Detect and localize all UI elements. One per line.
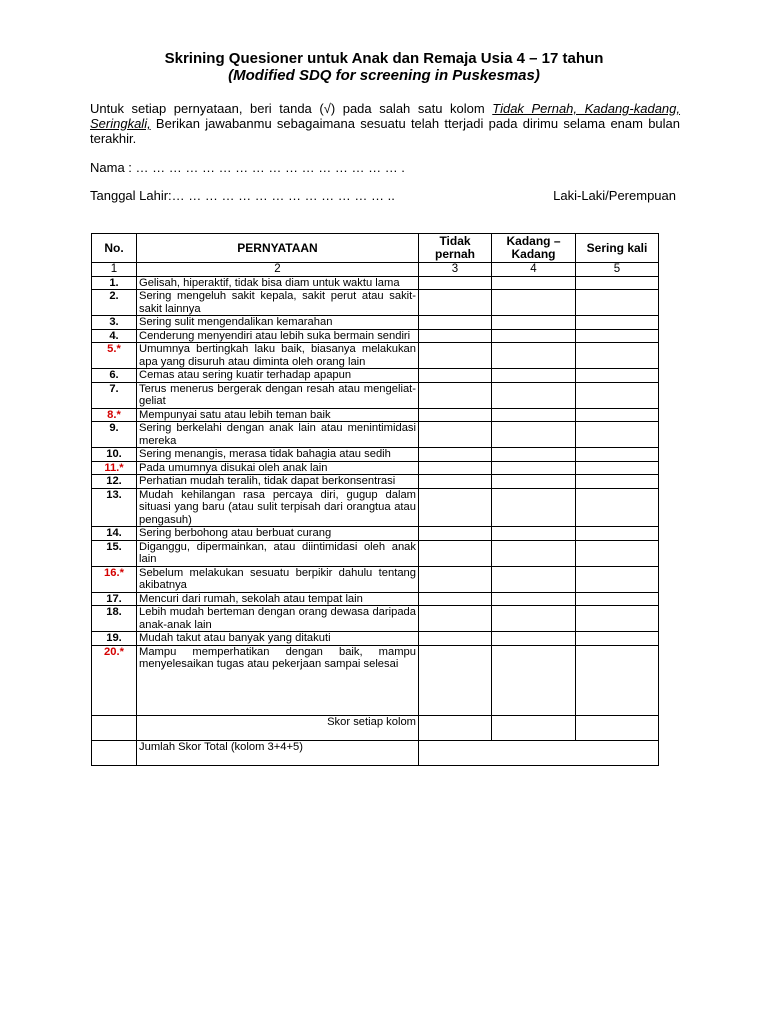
question-number: 11.*	[92, 461, 137, 475]
table-row	[92, 606, 659, 632]
question-statement: Mencuri dari rumah, sekolah atau tempat lain	[137, 592, 419, 606]
table-row	[92, 408, 659, 422]
answer-cell-kadang[interactable]	[492, 448, 576, 462]
total-row	[92, 740, 659, 765]
answer-cell-kadang[interactable]	[492, 632, 576, 646]
answer-cell-kadang[interactable]	[492, 369, 576, 383]
question-number: 3.	[92, 316, 137, 330]
answer-cell-sering[interactable]	[576, 276, 659, 290]
answer-cell-tidak-pernah[interactable]	[419, 475, 492, 489]
answer-cell-kadang[interactable]	[492, 475, 576, 489]
question-number: 19.	[92, 632, 137, 646]
score-cell-sering[interactable]	[576, 715, 659, 740]
table-row	[92, 276, 659, 290]
answer-cell-tidak-pernah[interactable]	[419, 606, 492, 632]
table-row	[92, 632, 659, 646]
answer-cell-sering[interactable]	[576, 592, 659, 606]
instructions-text-start: Untuk setiap pernyataan, beri tanda (√) pada salah satu kolom	[90, 101, 493, 116]
table-row	[92, 488, 659, 527]
answer-cell-kadang[interactable]	[492, 329, 576, 343]
answer-cell-tidak-pernah[interactable]	[419, 592, 492, 606]
document-subtitle: (Modified SDQ for screening in Puskesmas)	[228, 67, 540, 84]
table-row	[92, 461, 659, 475]
table-row	[92, 527, 659, 541]
table-row	[92, 290, 659, 316]
question-number: 5.*	[92, 343, 137, 369]
question-number: 16.*	[92, 566, 137, 592]
question-statement: Cemas atau sering kuatir terhadap apapun	[137, 369, 419, 383]
answer-cell-kadang[interactable]	[492, 606, 576, 632]
question-statement: Lebih mudah berteman dengan orang dewasa daripada anak-anak lain	[137, 606, 419, 632]
question-number: 15.	[92, 540, 137, 566]
total-label: Jumlah Skor Total (kolom 3+4+5)	[137, 740, 419, 765]
answer-cell-sering[interactable]	[576, 408, 659, 422]
answer-cell-kadang[interactable]	[492, 276, 576, 290]
answer-cell-tidak-pernah[interactable]	[419, 382, 492, 408]
answer-cell-tidak-pernah[interactable]	[419, 527, 492, 541]
answer-cell-tidak-pernah[interactable]	[419, 488, 492, 527]
table-row	[92, 382, 659, 408]
question-statement: Diganggu, dipermainkan, atau diintimidasi oleh anak lain	[137, 540, 419, 566]
question-statement: Mudah kehilangan rasa percaya diri, gugup dalam situasi yang baru (atau sulit terpisah dari orangtua atau pengasuh)	[137, 488, 419, 527]
question-statement: Mudah takut atau banyak yang ditakuti	[137, 632, 419, 646]
answer-cell-sering[interactable]	[576, 422, 659, 448]
answer-cell-tidak-pernah[interactable]	[419, 645, 492, 715]
question-statement: Mampu memperhatikan dengan baik, mampu menyelesaikan tugas atau pekerjaan sampai selesai	[137, 645, 419, 715]
answer-cell-sering[interactable]	[576, 488, 659, 527]
answer-cell-kadang[interactable]	[492, 408, 576, 422]
question-statement: Sering berbohong atau berbuat curang	[137, 527, 419, 541]
answer-cell-kadang[interactable]	[492, 422, 576, 448]
question-number: 7.	[92, 382, 137, 408]
table-row	[92, 592, 659, 606]
answer-cell-sering[interactable]	[576, 632, 659, 646]
questionnaire-table	[91, 233, 659, 766]
answer-cell-tidak-pernah[interactable]	[419, 422, 492, 448]
score-cell-tidak-pernah[interactable]	[419, 715, 492, 740]
instructions-options: Tidak Pernah, Kadang-kadang, Seringkali,	[90, 101, 681, 131]
column-number: 3	[419, 263, 492, 277]
birthdate-field: Tanggal Lahir:… … … … … … … … … … … … … ..	[90, 188, 395, 203]
answer-cell-kadang[interactable]	[492, 488, 576, 527]
question-statement: Sering sulit mengendalikan kemarahan	[137, 316, 419, 330]
question-statement: Perhatian mudah teralih, tidak dapat berkonsentrasi	[137, 475, 419, 489]
answer-cell-tidak-pernah[interactable]	[419, 276, 492, 290]
answer-cell-tidak-pernah[interactable]	[419, 540, 492, 566]
question-statement: Terus menerus bergerak dengan resah atau mengeliat-geliat	[137, 382, 419, 408]
score-blank-cell	[92, 715, 137, 740]
answer-cell-sering[interactable]	[576, 475, 659, 489]
gender-field: Laki-Laki/Perempuan	[553, 188, 676, 203]
answer-cell-sering[interactable]	[576, 527, 659, 541]
answer-cell-kadang[interactable]	[492, 290, 576, 316]
table-header-row	[92, 234, 659, 263]
answer-cell-kadang[interactable]	[492, 592, 576, 606]
answer-cell-tidak-pernah[interactable]	[419, 408, 492, 422]
answer-cell-sering[interactable]	[576, 329, 659, 343]
table-row	[92, 329, 659, 343]
question-number: 13.	[92, 488, 137, 527]
instructions	[90, 101, 680, 146]
answer-cell-tidak-pernah[interactable]	[419, 343, 492, 369]
question-statement: Umumnya bertingkah laku baik, biasanya melakukan apa yang disuruh atau diminta oleh orang lain	[137, 343, 419, 369]
header-sering: Sering kali	[576, 234, 659, 263]
header-pernyataan: PERNYATAAN	[137, 234, 419, 263]
name-field: Nama : … … … … … … … … … … … … … … … … .	[90, 160, 405, 175]
question-number: 9.	[92, 422, 137, 448]
header-tidak-pernah: Tidak pernah	[419, 234, 492, 263]
instructions-text-end: Berikan jawabanmu sebagaimana sesuatu telah tterjadi pada dirimu selama enam bulan terakhir.	[90, 116, 680, 146]
header-kadang: Kadang – Kadang	[492, 234, 576, 263]
answer-cell-tidak-pernah[interactable]	[419, 290, 492, 316]
column-number: 4	[492, 263, 576, 277]
answer-cell-sering[interactable]	[576, 343, 659, 369]
answer-cell-sering[interactable]	[576, 382, 659, 408]
question-statement: Cenderung menyendiri atau lebih suka bermain sendiri	[137, 329, 419, 343]
questions-body	[92, 276, 659, 715]
question-number: 12.	[92, 475, 137, 489]
table-row	[92, 343, 659, 369]
column-number: 2	[137, 263, 419, 277]
document-title: Skrining Quesioner untuk Anak dan Remaja Usia 4 – 17 tahun	[164, 50, 604, 67]
table-row	[92, 369, 659, 383]
answer-cell-kadang[interactable]	[492, 540, 576, 566]
question-statement: Mempunyai satu atau lebih teman baik	[137, 408, 419, 422]
question-statement: Sering mengeluh sakit kepala, sakit perut atau sakit-sakit lainnya	[137, 290, 419, 316]
question-number: 2.	[92, 290, 137, 316]
answer-cell-tidak-pernah[interactable]	[419, 369, 492, 383]
table-row	[92, 422, 659, 448]
answer-cell-kadang[interactable]	[492, 316, 576, 330]
question-statement: Gelisah, hiperaktif, tidak bisa diam untuk waktu lama	[137, 276, 419, 290]
answer-cell-tidak-pernah[interactable]	[419, 448, 492, 462]
score-cell-kadang[interactable]	[492, 715, 576, 740]
answer-cell-sering[interactable]	[576, 645, 659, 715]
question-statement: Sering berkelahi dengan anak lain atau menintimidasi mereka	[137, 422, 419, 448]
score-label: Skor setiap kolom	[137, 715, 419, 740]
answer-cell-kadang[interactable]	[492, 645, 576, 715]
header-no: No.	[92, 234, 137, 263]
question-number: 6.	[92, 369, 137, 383]
answer-cell-tidak-pernah[interactable]	[419, 461, 492, 475]
answer-cell-kadang[interactable]	[492, 382, 576, 408]
column-number-row	[92, 263, 659, 277]
question-number: 18.	[92, 606, 137, 632]
table-row	[92, 566, 659, 592]
total-blank-cell	[92, 740, 137, 765]
column-number: 5	[576, 263, 659, 277]
question-statement: Sering menangis, merasa tidak bahagia atau sedih	[137, 448, 419, 462]
question-statement: Pada umumnya disukai oleh anak lain	[137, 461, 419, 475]
answer-cell-tidak-pernah[interactable]	[419, 566, 492, 592]
answer-cell-kadang[interactable]	[492, 461, 576, 475]
column-number: 1	[92, 263, 137, 277]
question-number: 20.*	[92, 645, 137, 715]
answer-cell-kadang[interactable]	[492, 566, 576, 592]
answer-cell-sering[interactable]	[576, 540, 659, 566]
table-row	[92, 316, 659, 330]
answer-cell-sering[interactable]	[576, 290, 659, 316]
total-score-cell[interactable]	[419, 740, 659, 765]
answer-cell-sering[interactable]	[576, 566, 659, 592]
answer-cell-sering[interactable]	[576, 448, 659, 462]
table-row	[92, 540, 659, 566]
answer-cell-tidak-pernah[interactable]	[419, 316, 492, 330]
table-row	[92, 448, 659, 462]
answer-cell-tidak-pernah[interactable]	[419, 329, 492, 343]
question-number: 1.	[92, 276, 137, 290]
answer-cell-sering[interactable]	[576, 369, 659, 383]
question-number: 14.	[92, 527, 137, 541]
answer-cell-sering[interactable]	[576, 606, 659, 632]
table-row	[92, 475, 659, 489]
table-row	[92, 645, 659, 715]
question-number: 8.*	[92, 408, 137, 422]
score-row	[92, 715, 659, 740]
question-statement: Sebelum melakukan sesuatu berpikir dahulu tentang akibatnya	[137, 566, 419, 592]
answer-cell-sering[interactable]	[576, 461, 659, 475]
answer-cell-tidak-pernah[interactable]	[419, 632, 492, 646]
question-number: 4.	[92, 329, 137, 343]
answer-cell-kadang[interactable]	[492, 527, 576, 541]
question-number: 17.	[92, 592, 137, 606]
question-number: 10.	[92, 448, 137, 462]
answer-cell-sering[interactable]	[576, 316, 659, 330]
answer-cell-kadang[interactable]	[492, 343, 576, 369]
